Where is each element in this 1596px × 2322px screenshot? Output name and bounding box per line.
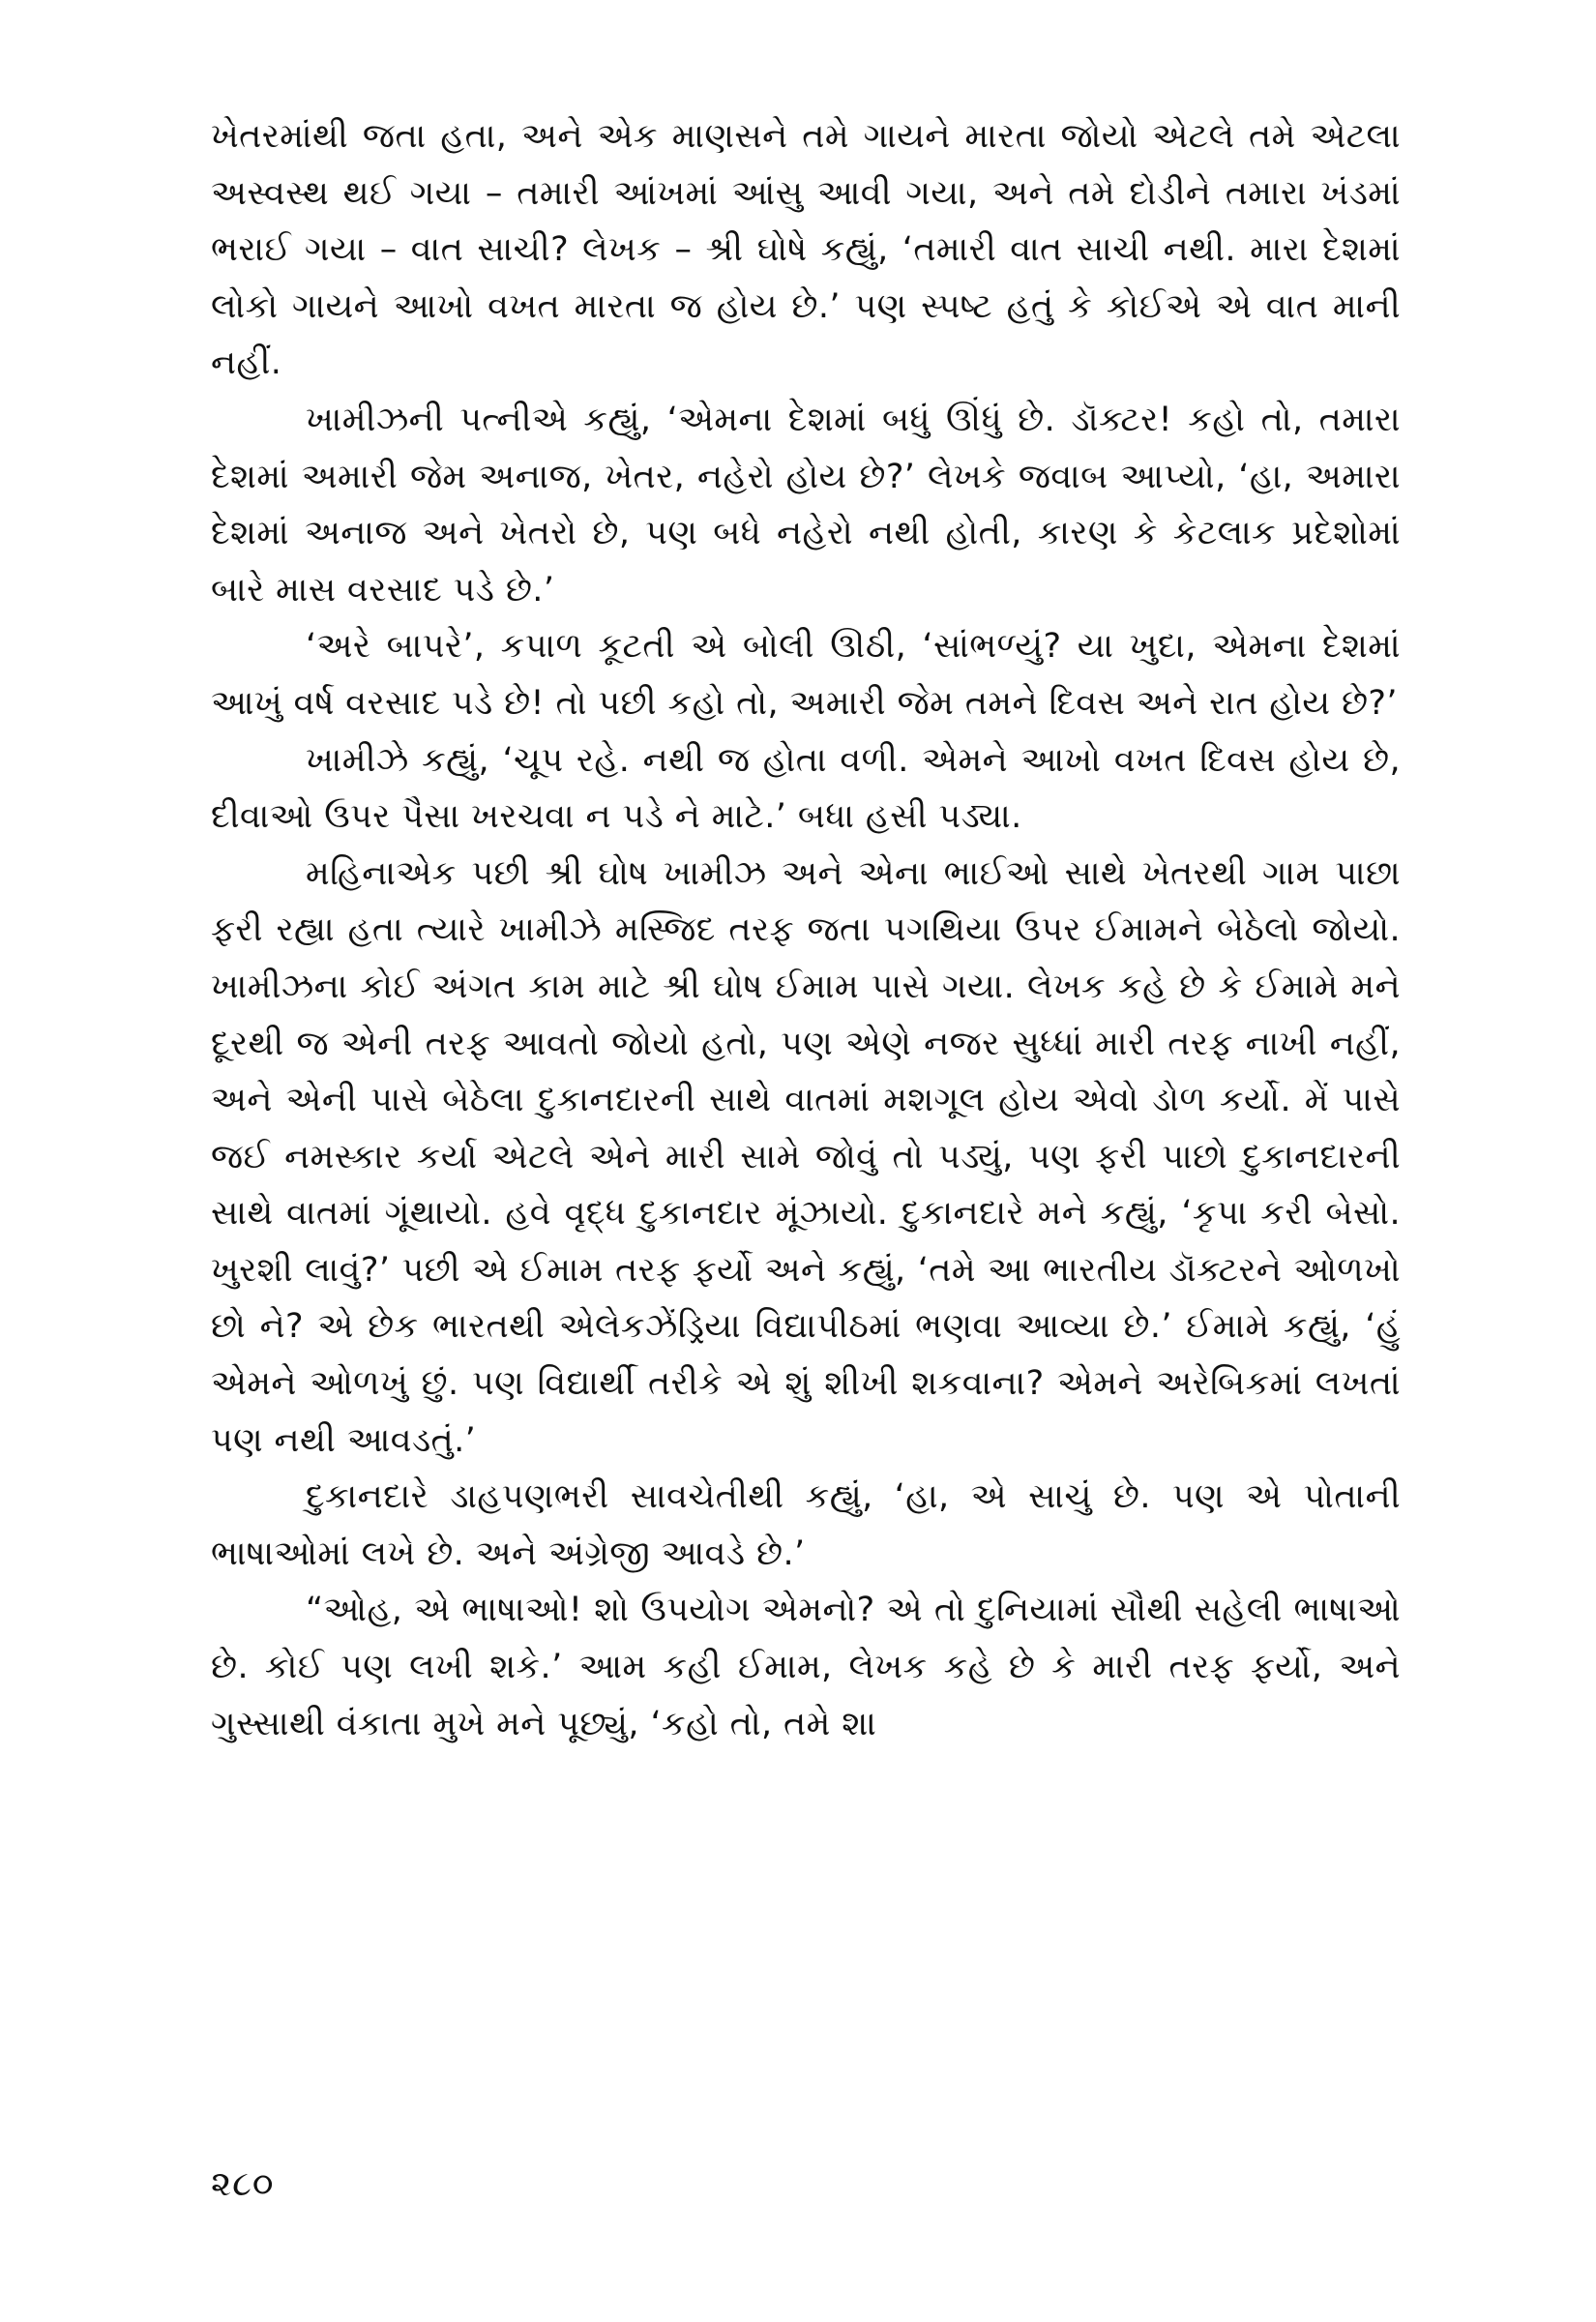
paragraph-khamiz-wife: ખામીઝની પત્નીએ કહ્યું, ‘એમના દેશમાં બધું ઊંધું છે. ડૉક્ટર! કહો તો, તમારા દેશમાં અમારી જેમ અનાજ, ખેતર, નહેરો હોય છે?’ લેખકે જવાબ આપ્યો, ‘હા, અમારા દેશમાં અનાજ અને ખેતરો છે, પણ બધે નહેરો નથી હોતી, કારણ કે કેટલાક પ્રદેશોમાં બારે માસ વરસાદ પડે છે.’ xyxy=(211,400,1401,610)
body-text xyxy=(211,108,1401,1752)
paragraph-imam-languages: “ઓહ, એ ભાષાઓ! શો ઉપયોગ એમનો? એ તો દુનિયામાં સૌથી સહેલી ભાષાઓ છે. કોઈ પણ લખી શકે.’ આમ કહી ઈમામ, લેખક કહે છે કે મારી તરફ ફર્યો, અને ગુસ્સાથી વંકાતા મુખે મને પૂછ્યું, ‘કહો તો, તમે શા xyxy=(211,1591,1401,1743)
paragraph-shopkeeper: દુકાનદારે ડાહપણભરી સાવચેતીથી કહ્યું, ‘હા, એ સાચું છે. પણ એ પોતાની ભાષાઓમાં લખે છે. અને અંગ્રેજી આવડે છે.’ xyxy=(211,1477,1401,1573)
paragraph-imam-meeting: મહિનાએક પછી શ્રી ઘોષ ખામીઝ અને એના ભાઈઓ સાથે ખેતરથી ગામ પાછા ફરી રહ્યા હતા ત્યારે ખામીઝે મસ્જિદ તરફ જતા પગથિયા ઉપર ઈમામને બેઠેલો જોયો. ખામીઝના કોઈ અંગત કામ માટે શ્રી ઘોષ ઈમામ પાસે ગયા. લેખક કહે છે કે ઈમામે મને દૂરથી જ એની તરફ આવતો જોયો હતો, પણ એણે નજર સુધ્ધાં મારી તરફ નાખી નહીં, અને એની પાસે બેઠેલા દુકાનદારની સાથે વાતમાં મશગૂલ હોય એવો ડોળ કર્યો. મેં પાસે જઈ નમસ્કાર કર્યા એટલે એને મારી સામે જોવું તો પડ્યું, પણ ફરી પાછો દુકાનદારની સાથે વાતમાં ગૂંથાયો. હવે વૃદ્ધ દુકાનદાર મૂંઝાયો. દુકાનદારે મને કહ્યું, ‘કૃપા કરી બેસો. ખુરશી લાવું?’ પછી એ ઈમામ તરફ ફર્યો અને કહ્યું, ‘તમે આ ભારતીય ડૉક્ટરને ઓળખો છો ને? એ છેક ભારતથી એલેકઝેંડ્રિયા વિદ્યાપીઠમાં ભણવા આવ્યા છે.’ ઈમામે કહ્યું, ‘હું એમને ઓળખું છું. પણ વિદ્યાર્થી તરીકે એ શું શીખી શકવાના? એમને અરેબિકમાં લખતાં પણ નથી આવડતું.’ xyxy=(211,853,1401,1460)
paragraph-rain-exclaim: ‘અરે બાપરે’, કપાળ કૂટતી એ બોલી ઊઠી, ‘સાંભળ્યું? યા ખુદા, એમના દેશમાં આખું વર્ષ વરસાદ પડે છે! તો પછી કહો તો, અમારી જેમ તમને દિવસ અને રાત હોય છે?’ xyxy=(211,627,1401,723)
paragraph-khamiz-reply: ખામીઝે કહ્યું, ‘ચૂપ રહે. નથી જ હોતા વળી. એમને આખો વખત દિવસ હોય છે, દીવાઓ ઉપર પૈસા ખરચવા ન પડે ને માટે.’ બધા હસી પડ્યા. xyxy=(211,740,1401,837)
paragraph-continuation: ખેતરમાંથી જતા હતા, અને એક માણસને તમે ગાયને મારતા જોયો એટલે તમે એટલા અસ્વસ્થ થઈ ગયા – તમારી આંખમાં આંસુ આવી ગયા, અને તમે દોડીને તમારા ખંડમાં ભરાઈ ગયા – વાત સાચી? લેખક – શ્રી ઘોષે કહ્યું, ‘તમારી વાત સાચી નથી. મારા દેશમાં લોકો ગાયને આખો વખત મારતા જ હોય છે.’ પણ સ્પષ્ટ હતું કે કોઈએ એ વાત માની નહીં. xyxy=(211,117,1401,383)
page-number: ૨૮૦ xyxy=(211,2164,275,2204)
